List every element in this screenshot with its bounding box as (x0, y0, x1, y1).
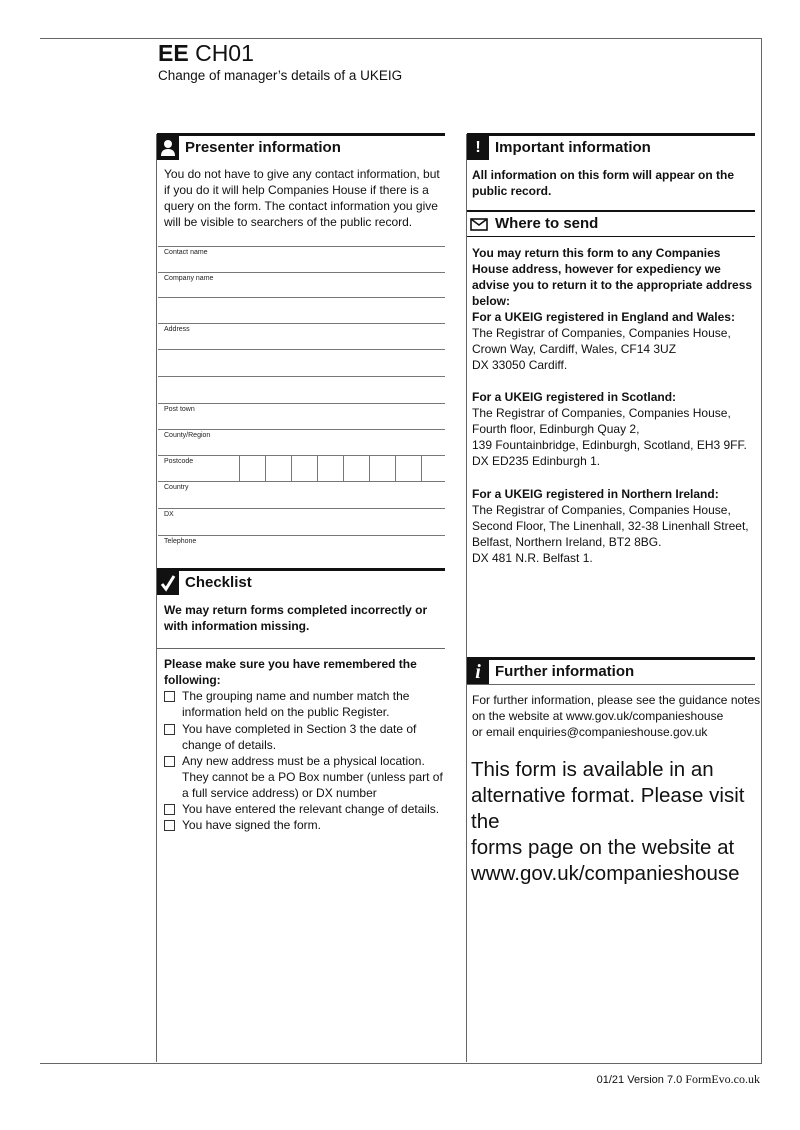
dx-field[interactable] (158, 508, 445, 535)
checklist-item-text: Any new address must be a physical location. They cannot be a PO Box number (unless part of a full service address) or DX number (182, 754, 443, 800)
telephone-field[interactable] (158, 535, 445, 562)
address-line: The Registrar of Companies, Companies House, (472, 503, 731, 517)
address-line: 139 Fountainbridge, Edinburgh, Scotland, EH3 9FF. (472, 438, 747, 452)
checklist-heading: Checklist (185, 574, 252, 591)
left-column-border (156, 134, 157, 1062)
postcode-box[interactable] (239, 456, 265, 482)
company-name-field[interactable] (158, 272, 445, 299)
right-column-border (466, 134, 467, 1062)
info-icon: i (467, 660, 489, 684)
checklist-divider (157, 648, 445, 649)
checkmark-icon (157, 571, 179, 595)
presenter-section-header (157, 133, 445, 160)
address-field-line3[interactable] (158, 376, 445, 403)
form-code-number: CH01 (195, 40, 254, 66)
footer-version: 01/21 Version 7.0 (596, 1074, 683, 1086)
where-to-send-underline (467, 236, 755, 237)
right-border (761, 38, 762, 1064)
alternative-format-line: forms page on the website at (471, 836, 735, 859)
where-to-send-intro: You may return this form to any Companies House address, however for expediency we advise you to return it to the appropriate address below: (472, 246, 753, 308)
footer (597, 1072, 760, 1087)
checklist-item[interactable] (164, 753, 449, 801)
postcode-box[interactable] (369, 456, 395, 482)
checklist-item[interactable] (164, 688, 449, 720)
address-title-england: For a UKEIG registered in England and Wales: (472, 310, 735, 324)
top-rule (40, 38, 762, 39)
county-label: County/Region (164, 432, 211, 439)
country-field[interactable] (158, 481, 445, 508)
where-to-send-section-header (467, 210, 755, 236)
checklist-item[interactable] (164, 817, 449, 833)
further-info-line: on the website at www.gov.uk/companieshouse (472, 709, 724, 723)
postcode-box[interactable] (395, 456, 421, 482)
checklist-item-text: You have signed the form. (182, 818, 321, 832)
further-info-line: or email enquiries@companieshouse.gov.uk (472, 725, 708, 739)
postcode-box[interactable] (421, 456, 447, 482)
dx-label: DX (164, 511, 174, 518)
footer-brand: FormEvo.co.uk (685, 1072, 760, 1086)
contact-name-label: Contact name (164, 249, 208, 256)
form-code-prefix: EE (158, 40, 189, 66)
checkbox[interactable] (164, 724, 175, 735)
checklist-intro: We may return forms completed incorrectly or with information missing. (164, 603, 428, 633)
checkbox[interactable] (164, 804, 175, 815)
address-line: Second Floor, The Linenhall, 32-38 Linenhall Street, (472, 519, 749, 533)
important-heading: Important information (495, 139, 651, 156)
exclamation-icon: ! (467, 136, 489, 160)
further-info-line: For further information, please see the guidance notes (472, 693, 761, 707)
further-info-underline (467, 684, 755, 685)
checkbox[interactable] (164, 820, 175, 831)
address-title-scotland: For a UKEIG registered in Scotland: (472, 390, 677, 404)
postcode-field[interactable] (158, 455, 445, 482)
alternative-format-notice (471, 757, 761, 887)
address-field-line2[interactable] (158, 349, 445, 376)
presenter-intro: You do not have to give any contact information, but if you do it will help Companies House if there is a query on the form. The contact information you give will be visible to searchers of the public record. (164, 167, 440, 229)
bottom-rule (40, 1063, 762, 1064)
presenter-heading: Presenter information (185, 139, 341, 156)
telephone-label: Telephone (164, 538, 197, 545)
checkbox[interactable] (164, 691, 175, 702)
address-line: DX 33050 Cardiff. (472, 358, 568, 372)
country-label: Country (164, 484, 189, 491)
checklist-item-text: You have entered the relevant change of details. (182, 802, 440, 816)
postcode-label: Postcode (164, 458, 194, 465)
address-field[interactable] (158, 323, 445, 350)
further-info-section-header (467, 657, 755, 684)
further-info-heading: Further information (495, 663, 635, 680)
where-to-send-heading: Where to send (495, 215, 599, 232)
address-line: Belfast, Northern Ireland, BT2 8BG. (472, 535, 662, 549)
postcode-box[interactable] (317, 456, 343, 482)
company-name-label: Company name (164, 275, 214, 282)
checklist-section-header (157, 568, 445, 595)
postcode-box[interactable] (291, 456, 317, 482)
address-line: Fourth floor, Edinburgh Quay 2, (472, 422, 640, 436)
form-subtitle: Change of manager’s details of a UKEIG (158, 68, 403, 83)
checkbox[interactable] (164, 756, 175, 767)
company-name-field-line2[interactable] (158, 297, 445, 324)
checklist-item[interactable] (164, 721, 449, 753)
alternative-format-line: This form is available in an (471, 758, 714, 781)
important-text: All information on this form will appear on the public record. (472, 168, 735, 198)
alternative-format-line: alternative format. Please visit the (471, 784, 745, 833)
form-code (158, 40, 254, 66)
important-section-header (467, 133, 755, 160)
postcode-box[interactable] (265, 456, 291, 482)
address-line: DX 481 N.R. Belfast 1. (472, 551, 593, 565)
checklist-item[interactable] (164, 801, 449, 817)
contact-name-field[interactable] (158, 246, 445, 273)
address-line: The Registrar of Companies, Companies House, (472, 326, 731, 340)
county-field[interactable] (158, 429, 445, 456)
checklist-reminder: Please make sure you have remembered the following: (164, 657, 417, 687)
envelope-icon (467, 212, 491, 236)
address-title-northern-ireland: For a UKEIG registered in Northern Ireland: (472, 487, 719, 501)
address-line: The Registrar of Companies, Companies House, (472, 406, 731, 420)
address-line: DX ED235 Edinburgh 1. (472, 454, 601, 468)
post-town-label: Post town (164, 406, 195, 413)
checklist-item-text: The grouping name and number match the information held on the public Register. (182, 689, 410, 719)
postcode-box[interactable] (343, 456, 369, 482)
post-town-field[interactable] (158, 403, 445, 430)
checklist-item-text: You have completed in Section 3 the date of change of details. (182, 722, 417, 752)
alternative-format-line: www.gov.uk/companieshouse (471, 862, 740, 885)
address-label: Address (164, 326, 190, 333)
address-line: Crown Way, Cardiff, Wales, CF14 3UZ (472, 342, 677, 356)
person-icon (157, 136, 179, 160)
